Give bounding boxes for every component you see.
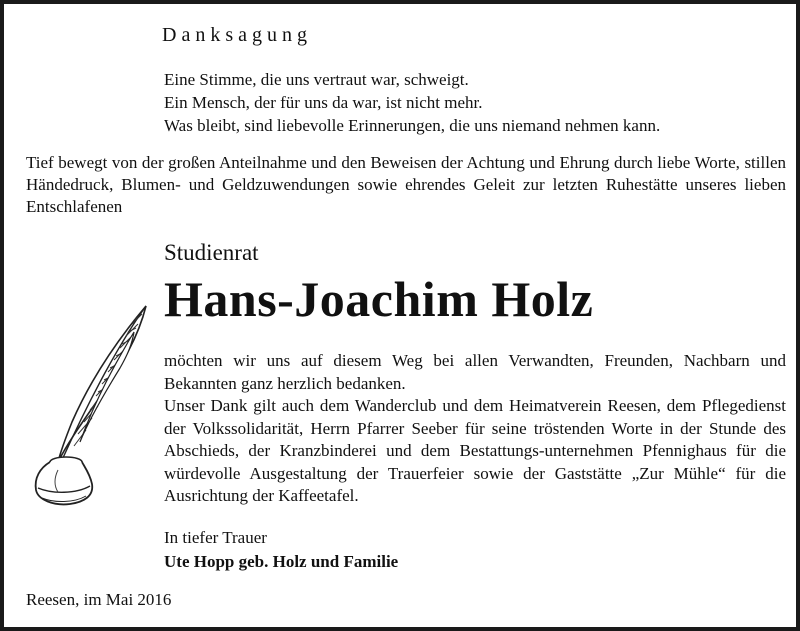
deceased-name: Hans-Joachim Holz xyxy=(164,271,594,327)
closing-line: In tiefer Trauer xyxy=(164,528,267,547)
signer: Ute Hopp geb. Holz und Familie xyxy=(164,552,399,571)
poem xyxy=(164,68,660,137)
body-paragraph-1: möchten wir uns auf diesem Weg bei allen Verwandten, Freunden, Nachbarn und Bekannten ganz herzlich bedanken. xyxy=(164,351,786,393)
place-date: Reesen, im Mai 2016 xyxy=(26,590,172,609)
intro-text: Tief bewegt von der großen Anteilnahme und den Beweisen der Achtung und Ehrung durch liebe Worte, stillen Händedruck, Blumen- und Geldzuwendungen sowie ehrendes Geleit zur letzten Ruhestätte unseres lieben Entschlafenen xyxy=(26,153,786,216)
poem-line-3: Was bleibt, sind liebevolle Erinnerungen, die uns niemand nehmen kann. xyxy=(164,116,661,135)
thank-you-text xyxy=(164,350,786,508)
poem-line-1: Eine Stimme, die uns vertraut war, schweigt. xyxy=(164,70,469,89)
deceased-title: Studienrat xyxy=(164,240,259,265)
body-paragraph-2: Unser Dank gilt auch dem Wanderclub und dem Heimatverein Reesen, dem Pflegedienst der Volkssolidarität, Herrn Pfarrer Seeber für seine tröstenden Worte in der Stunde des Abschieds, der Kranzbinderei und dem Bestattungs-unternehmen Pfennighaus für die würdevolle Ausgestaltung der Trauerfeier sowie der Gaststätte „Zur Mühle“ für die Ausrichtung der Kaffeetafel. xyxy=(164,396,786,505)
quill-and-inkwell-icon xyxy=(24,302,154,512)
poem-line-2: Ein Mensch, der für uns da war, ist nicht mehr. xyxy=(164,93,483,112)
closing xyxy=(164,526,398,574)
heading: Danksagung xyxy=(162,24,312,46)
